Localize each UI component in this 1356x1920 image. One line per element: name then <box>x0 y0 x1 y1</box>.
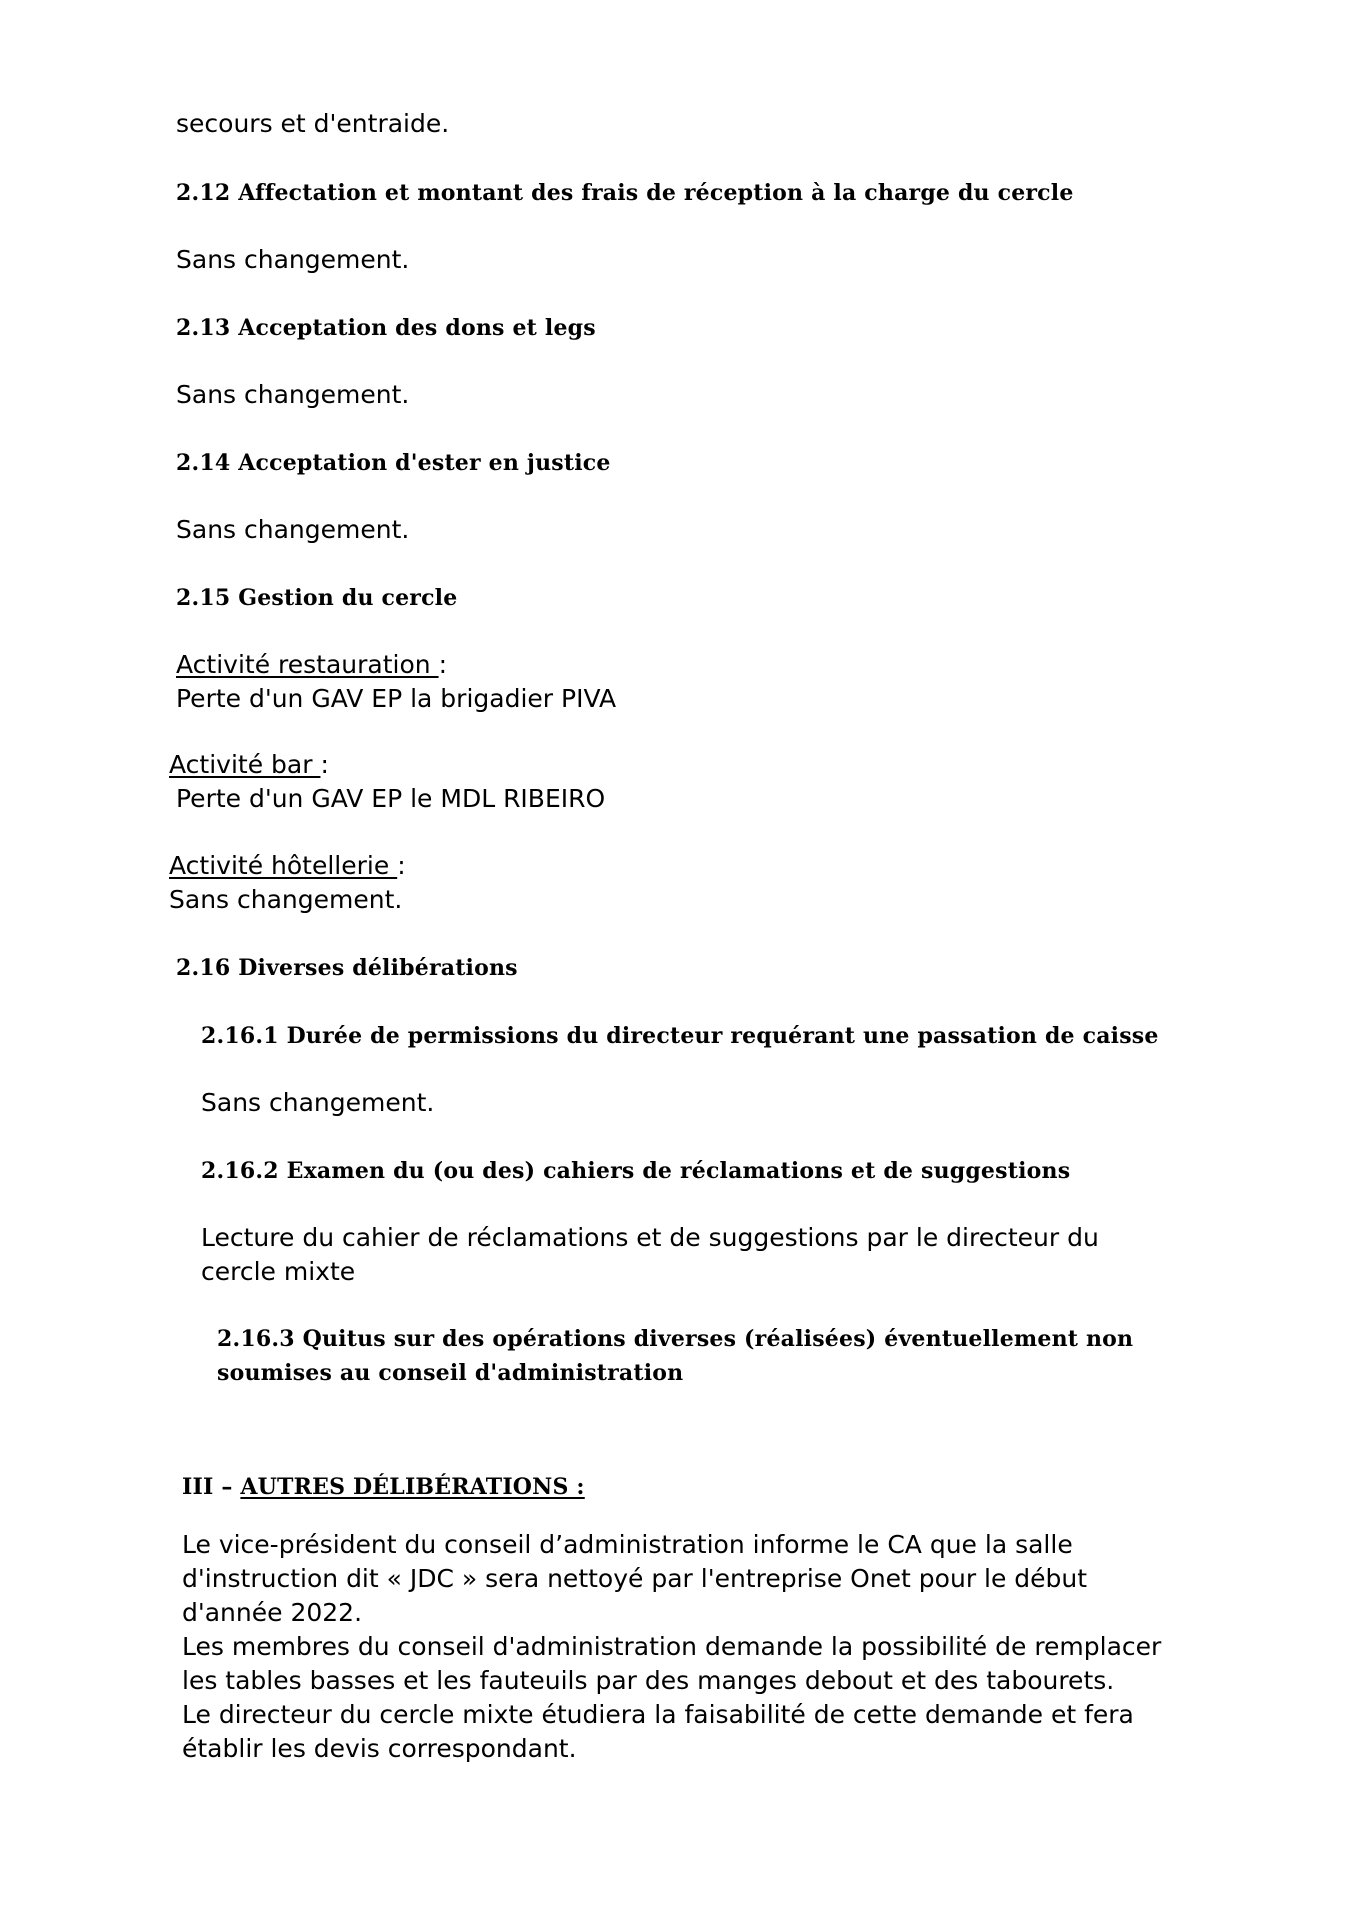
section-3-body-line: établir les devis correspondant. <box>182 1734 577 1763</box>
section-3-body-line: d'instruction dit « JDC » sera nettoyé par l'entreprise Onet pour le début <box>182 1564 1088 1593</box>
section-3-prefix: III – <box>182 1474 241 1500</box>
section-3-heading <box>182 1470 585 1504</box>
section-2-16-2-body <box>201 1221 1099 1289</box>
restauration-colon: : <box>438 650 447 679</box>
section-2-13-heading: 2.13 Acceptation des dons et legs <box>176 315 596 341</box>
hotellerie-label-line <box>169 849 406 883</box>
section-3-title: AUTRES DÉLIBÉRATIONS : <box>240 1474 585 1500</box>
section-2-15-heading: 2.15 Gestion du cercle <box>176 585 458 611</box>
bar-label: Activité bar <box>169 750 321 779</box>
section-2-16-3-heading <box>217 1322 1133 1390</box>
hotellerie-colon: : <box>397 851 406 880</box>
hotellerie-body: Sans changement. <box>169 885 403 914</box>
section-2-12-body: Sans changement. <box>176 245 410 274</box>
section-2-13-body: Sans changement. <box>176 380 410 409</box>
section-2-16-3-heading-line: soumises au conseil d'administration <box>217 1360 684 1386</box>
bar-colon: : <box>320 750 329 779</box>
section-2-16-2-body-line: cercle mixte <box>201 1257 356 1286</box>
section-3-body-line: les tables basses et les fauteuils par des manges debout et des tabourets. <box>182 1666 1115 1695</box>
section-3-body <box>182 1528 1161 1766</box>
section-3-body-line: Le vice-président du conseil d’administration informe le CA que la salle <box>182 1530 1073 1559</box>
restauration-label-line <box>176 648 447 682</box>
section-2-16-1-body: Sans changement. <box>201 1088 435 1117</box>
section-2-16-3-heading-line: 2.16.3 Quitus sur des opérations diverses (réalisées) éventuellement non <box>217 1326 1134 1352</box>
section-2-14-heading: 2.14 Acceptation d'ester en justice <box>176 450 611 476</box>
section-2-14-body: Sans changement. <box>176 515 410 544</box>
section-2-16-1-heading: 2.16.1 Durée de permissions du directeur requérant une passation de caisse <box>201 1023 1159 1049</box>
restauration-label: Activité restauration <box>176 650 439 679</box>
bar-label-line <box>169 748 329 782</box>
section-3-body-line: Le directeur du cercle mixte étudiera la faisabilité de cette demande et fera <box>182 1700 1134 1729</box>
section-3-body-line: Les membres du conseil d'administration demande la possibilité de remplacer <box>182 1632 1162 1661</box>
restauration-body: Perte d'un GAV EP la brigadier PIVA <box>176 684 617 713</box>
hotellerie-label: Activité hôtellerie <box>169 851 398 880</box>
section-3-body-line: d'année 2022. <box>182 1598 363 1627</box>
section-2-16-2-heading: 2.16.2 Examen du (ou des) cahiers de réclamations et de suggestions <box>201 1158 1071 1184</box>
section-2-16-2-body-line: Lecture du cahier de réclamations et de suggestions par le directeur du <box>201 1223 1099 1252</box>
bar-body: Perte d'un GAV EP le MDL RIBEIRO <box>176 784 606 813</box>
section-2-16-heading: 2.16 Diverses délibérations <box>176 955 518 981</box>
intro-tail-text: secours et d'entraide. <box>176 109 450 138</box>
section-2-12-heading: 2.12 Affectation et montant des frais de réception à la charge du cercle <box>176 180 1074 206</box>
